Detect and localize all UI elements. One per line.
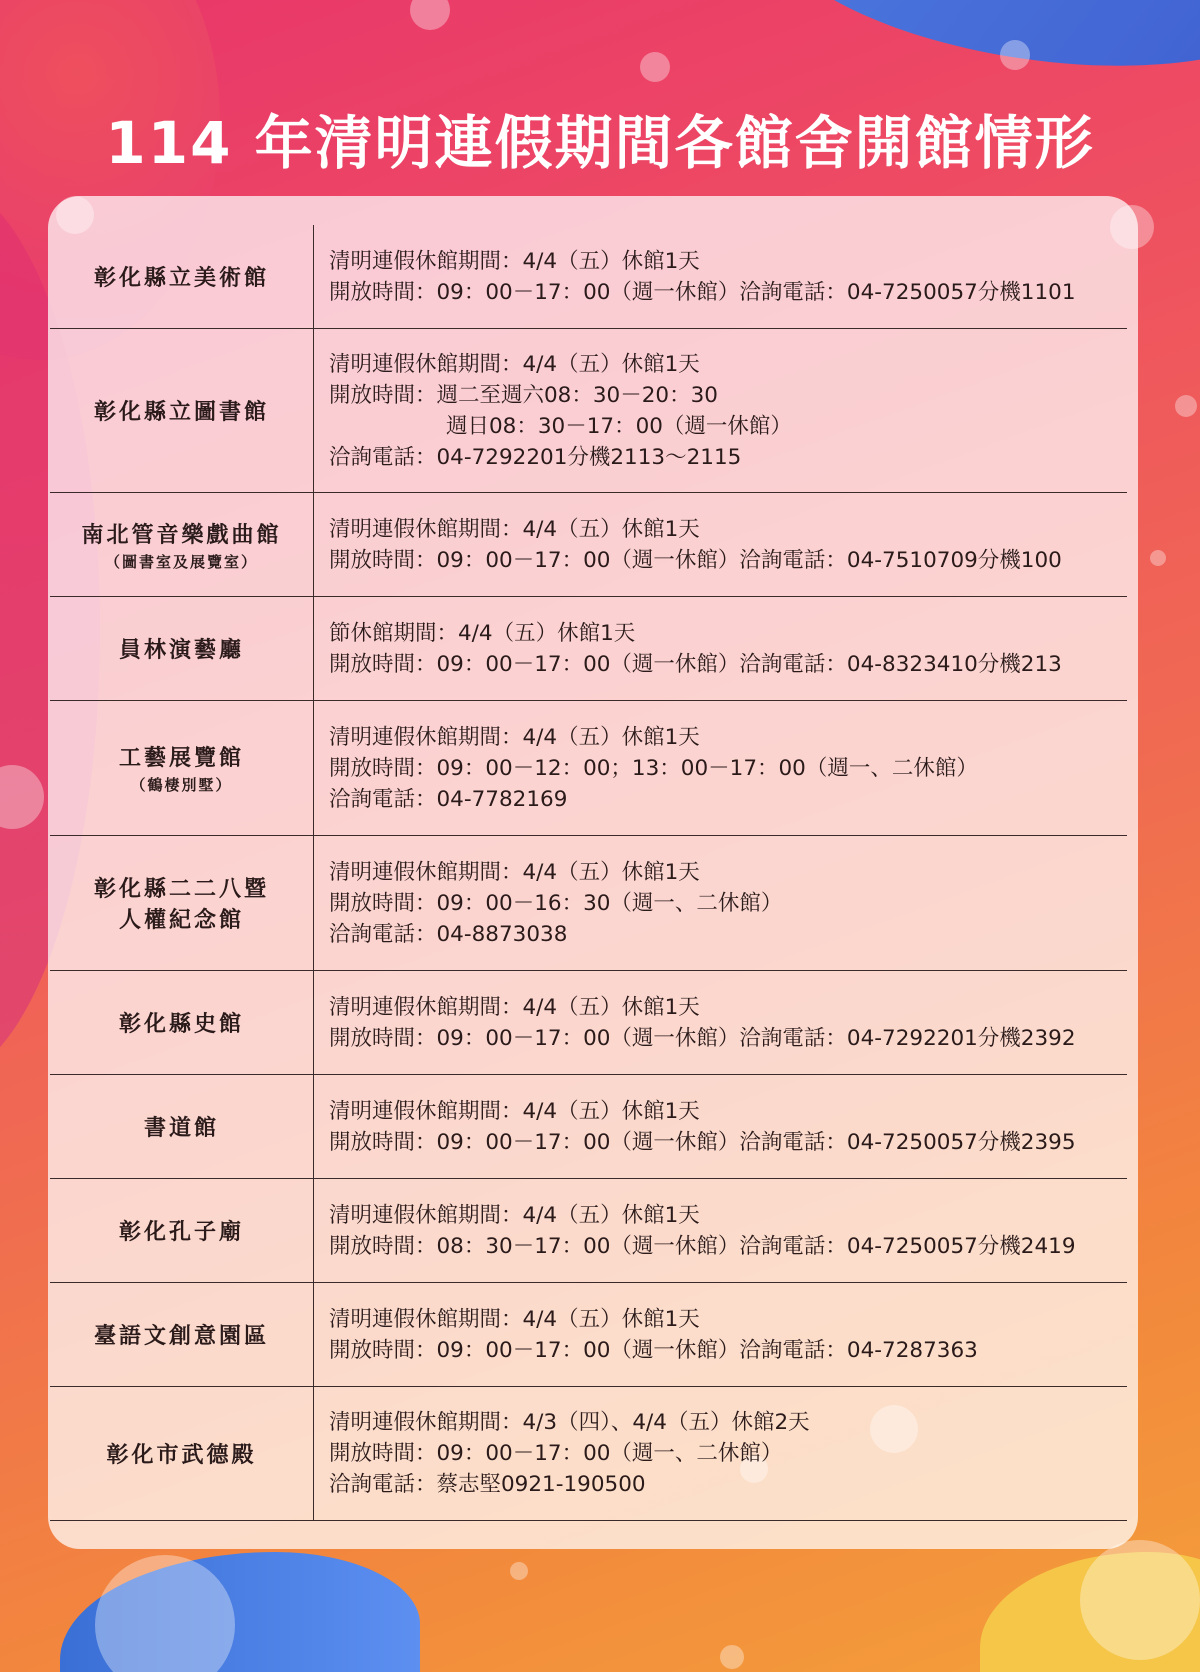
hours-line: 開放時間：09：00－16：30（週一、二休館） (329, 890, 783, 916)
hours-line: 開放時間：09：00－17：00（週一休館）洽詢電話：04-7287363 (329, 1337, 978, 1363)
venue-info-cell (314, 836, 1127, 970)
closure-line: 清明連假休館期間：4/4（五）休館1天 (329, 724, 700, 750)
closure-line: 清明連假休館期間：4/4（五）休館1天 (329, 1098, 700, 1124)
venue-name-cell (50, 1179, 314, 1282)
phone-line: 洽詢電話：04-8873038 (329, 921, 568, 947)
venue-info-cell (314, 1179, 1127, 1282)
venue-name: 彰化縣史館 (118, 1012, 244, 1037)
hours-line: 開放時間：08：30－17：00（週一休館）洽詢電話：04-7250057分機2419 (329, 1233, 1076, 1259)
venue-name-cell (50, 836, 314, 970)
venue-name-cell (50, 597, 314, 700)
venue-name-line-2: 人權紀念館 (118, 908, 244, 933)
venue-name: 彰化縣二二八暨 (93, 877, 269, 902)
venue-info-cell (314, 1283, 1127, 1386)
closure-line: 清明連假休館期間：4/4（五）休館1天 (329, 248, 700, 274)
hours-line: 開放時間：09：00－17：00（週一休館）洽詢電話：04-7292201分機2392 (329, 1025, 1076, 1051)
venue-name-cell (50, 1283, 314, 1386)
venue-name: 南北管音樂戲曲館 (81, 522, 282, 548)
phone-line: 洽詢電話：04-7782169 (329, 786, 568, 812)
hours-line: 開放時間：週二至週六08：30－20：30 (329, 382, 718, 408)
venue-name: 臺語文創意園區 (93, 1324, 269, 1349)
table-row (50, 1179, 1127, 1283)
decorative-bubble (510, 1562, 528, 1580)
venue-name-cell (50, 1387, 314, 1520)
venue-name: 彰化孔子廟 (118, 1220, 244, 1245)
phone-line: 洽詢電話：04-7292201分機2113～2115 (329, 444, 742, 470)
table-row (50, 836, 1127, 971)
venue-subtitle: （鶴棲別墅） (130, 776, 233, 794)
table-row (50, 597, 1127, 701)
hours-line: 開放時間：09：00－17：00（週一休館）洽詢電話：04-7250057分機1101 (329, 279, 1076, 305)
venue-name: 彰化縣立圖書館 (93, 400, 269, 425)
venue-name: 書道館 (143, 1116, 219, 1141)
venue-info-cell (314, 493, 1127, 596)
venue-name-cell (50, 1075, 314, 1178)
table-row (50, 701, 1127, 836)
venue-subtitle: （圖書室及展覽室） (104, 552, 258, 571)
table-row (50, 1283, 1127, 1387)
hours-line: 開放時間：09：00－17：00（週一休館）洽詢電話：04-7250057分機2395 (329, 1129, 1076, 1155)
decorative-bubble (410, 0, 450, 30)
decorative-bubble (1150, 550, 1166, 566)
venue-info-cell (314, 329, 1127, 492)
venue-info-cell (314, 225, 1127, 328)
hours-line: 開放時間：09：00－17：00（週一、二休館） (329, 1441, 783, 1466)
decorative-bubble (720, 1645, 744, 1669)
decorative-bubble (640, 52, 670, 82)
closure-line: 清明連假休館期間：4/4（五）休館1天 (329, 351, 700, 377)
hours-line: 週日08：30－17：00（週一休館） (446, 413, 792, 439)
venue-name-cell (50, 493, 314, 596)
decorative-bubble (1080, 1540, 1200, 1660)
closure-line: 清明連假休館期間：4/4（五）休館1天 (329, 859, 700, 885)
venue-name: 彰化市武德殿 (106, 1443, 257, 1468)
closure-line: 清明連假休館期間：4/4（五）休館1天 (329, 994, 700, 1020)
table-row (50, 1387, 1127, 1521)
closure-line: 清明連假休館期間：4/4（五）休館1天 (329, 1306, 700, 1332)
table-row (50, 1075, 1127, 1179)
venue-info-cell (314, 701, 1127, 835)
venue-name: 員林演藝廳 (118, 638, 244, 663)
phone-line: 洽詢電話：蔡志堅0921-190500 (329, 1472, 646, 1497)
closure-line: 清明連假休館期間：4/4（五）休館1天 (329, 1202, 700, 1228)
venue-table (50, 225, 1127, 1521)
table-row (50, 493, 1127, 597)
table-row (50, 329, 1127, 493)
decorative-blob (747, 0, 1200, 98)
table-row (50, 971, 1127, 1075)
venue-info-cell (314, 597, 1127, 700)
page-title: 114 年清明連假期間各館舍開館情形 (105, 109, 1095, 177)
venue-info-cell (314, 1387, 1127, 1520)
venue-name-cell (50, 701, 314, 835)
hours-line: 開放時間：09：00－12：00；13：00－17：00（週一、二休館） (329, 755, 978, 781)
venue-name: 彰化縣立美術館 (93, 266, 269, 291)
decorative-bubble (1000, 40, 1030, 70)
decorative-bubble (1175, 395, 1197, 417)
venue-info-cell (314, 1075, 1127, 1178)
closure-line: 清明連假休館期間：4/3（四）、4/4（五）休館2天 (329, 1410, 810, 1435)
hours-line: 開放時間：09：00－17：00（週一休館）洽詢電話：04-7510709分機100 (329, 547, 1062, 573)
table-row (50, 225, 1127, 329)
closure-line: 節休館期間：4/4（五）休館1天 (329, 620, 636, 646)
venue-name: 工藝展覽館 (118, 746, 244, 771)
venue-name-cell (50, 225, 314, 328)
hours-line: 開放時間：09：00－17：00（週一休館）洽詢電話：04-8323410分機213 (329, 651, 1062, 677)
closure-line: 清明連假休館期間：4/4（五）休館1天 (329, 516, 700, 542)
venue-info-cell (314, 971, 1127, 1074)
venue-name-cell (50, 971, 314, 1074)
venue-name-cell (50, 329, 314, 492)
